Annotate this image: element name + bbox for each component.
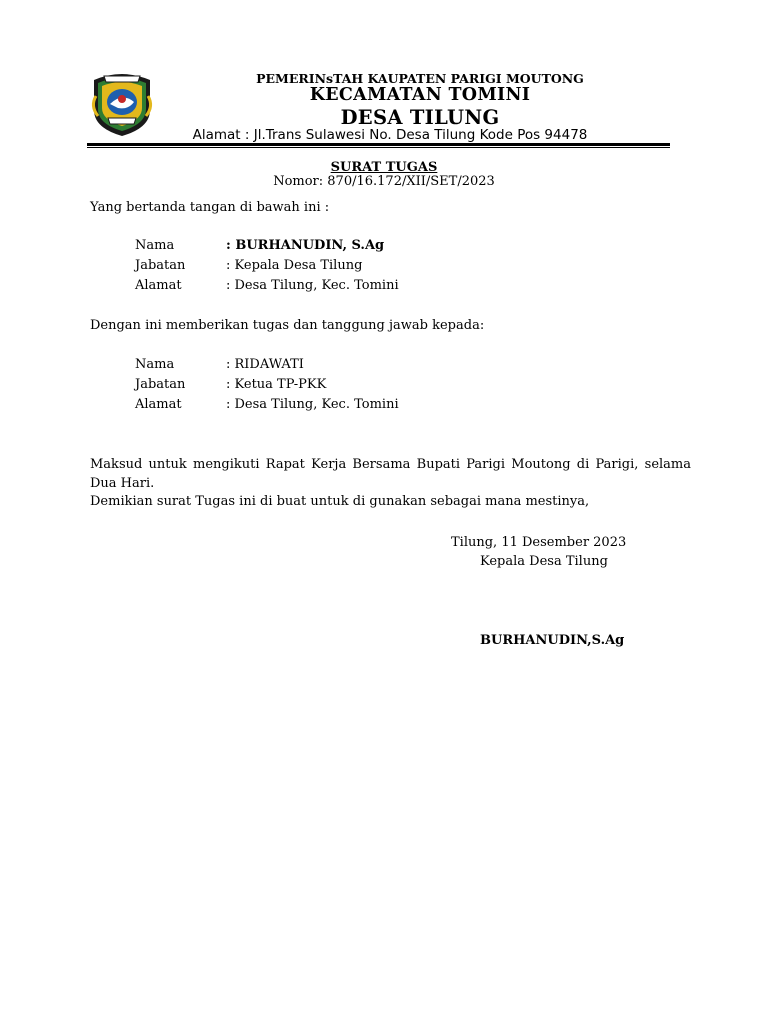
assignee-name-label: Nama [135, 357, 175, 372]
letter-title: SURAT TUGAS [330, 160, 438, 175]
assignee-address-value: : Desa Tilung, Kec. Tomini [226, 397, 399, 412]
signer-name-value: : BURHANUDIN, S.Ag [226, 238, 385, 253]
letterhead-village: DESA TILUNG [340, 106, 500, 129]
signature-place-date: Tilung, 11 Desember 2023 [451, 535, 627, 550]
letterhead-divider-thin [87, 147, 670, 148]
signer-position-value: : Kepala Desa Tilung [226, 258, 363, 273]
signer-position-label: Jabatan [135, 258, 186, 273]
assignee-name-value: : RIDAWATI [226, 357, 304, 372]
regency-crest-icon [88, 66, 156, 138]
letterhead-divider-thick [87, 143, 670, 146]
assignee-position-value: : Ketua TP-PKK [226, 377, 327, 392]
letterhead-address: Alamat : Jl.Trans Sulawesi No. Desa Tilung Kode Pos 94478 [192, 127, 588, 143]
signature-position: Kepala Desa Tilung [480, 554, 608, 569]
assignment-intro-text: Dengan ini memberikan tugas dan tanggung jawab kepada: [90, 318, 485, 333]
closing-paragraph: Demikian surat Tugas ini di buat untuk di gunakan sebagai mana mestinya, [90, 494, 590, 509]
purpose-paragraph: Maksud untuk mengikuti Rapat Kerja Bersama Bupati Parigi Moutong di Parigi, selama Dua Hari. [90, 457, 691, 491]
signature-name: BURHANUDIN,S.Ag [480, 633, 625, 648]
signer-name-label: Nama [135, 238, 175, 253]
signer-address-label: Alamat [135, 278, 182, 293]
letterhead-government: PEMERINsTAH KAUPATEN PARIGI MOUTONG [256, 71, 584, 86]
letter-number: Nomor: 870/16.172/XII/SET/2023 [273, 174, 495, 189]
intro-text: Yang bertanda tangan di bawah ini : [90, 200, 330, 215]
signer-address-value: : Desa Tilung, Kec. Tomini [226, 278, 399, 293]
assignee-address-label: Alamat [135, 397, 182, 412]
letterhead-district: KECAMATAN TOMINI [309, 85, 531, 105]
assignee-position-label: Jabatan [135, 377, 186, 392]
